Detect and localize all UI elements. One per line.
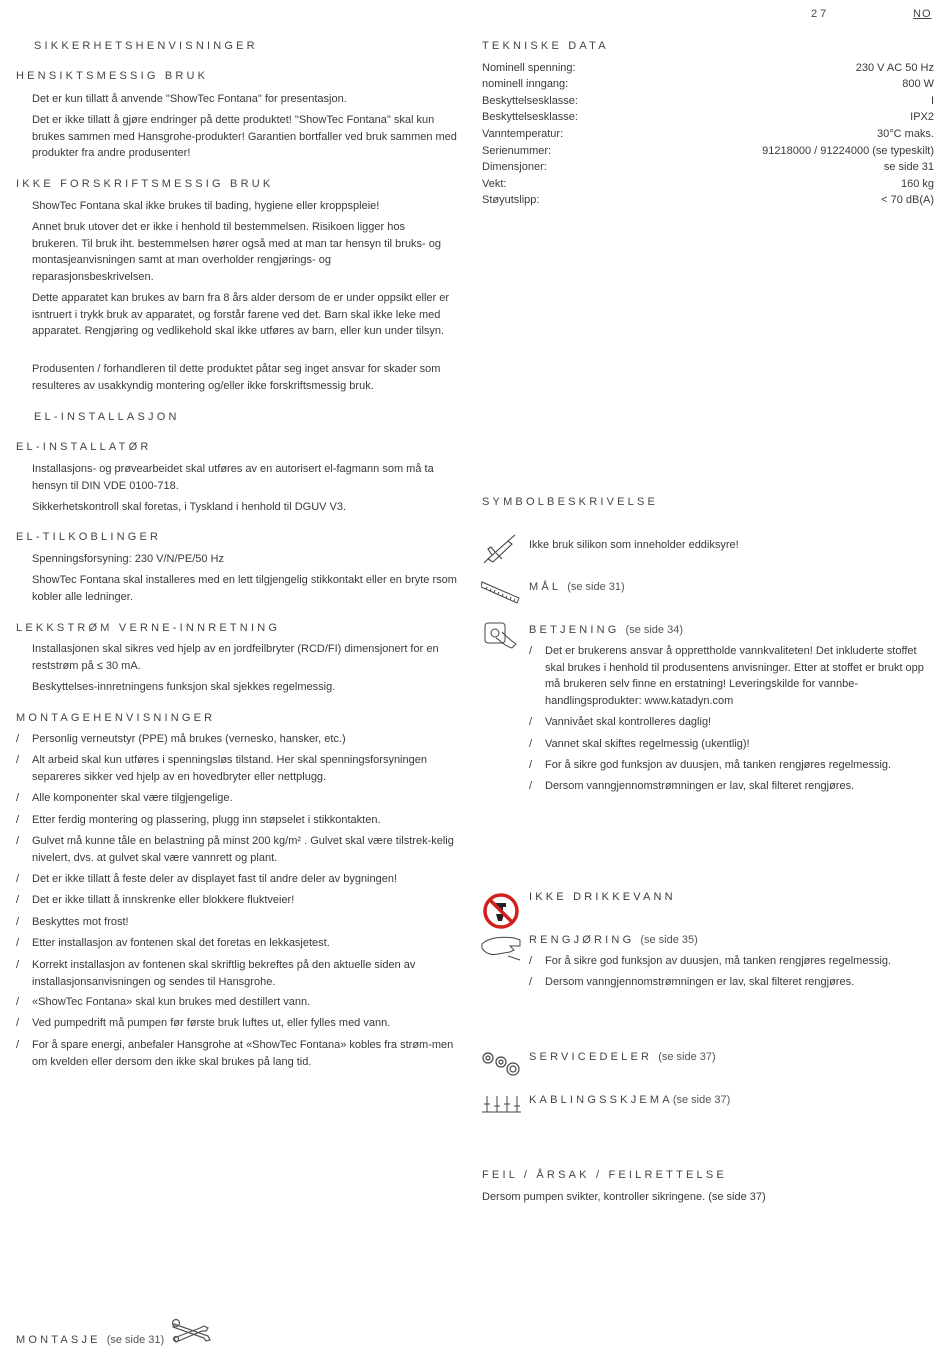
operation-item: / For å sikre god funksjon av duusjen, må tanken rengjøres regelmessig. <box>529 757 934 774</box>
tech-row: nominell inngang: 800 W <box>482 78 934 90</box>
wiring-diagram-label: KABLINGSSKJEMA(se side 37) <box>529 1094 731 1106</box>
bullet-slash: / <box>529 759 533 771</box>
improper-use-paragraph-3: Dette apparatet kan brukes av barn fra 8 års alder dersom de er under oppsikt eller er isntruert i trykk bruk av apparatet, og forstår farene ved det. Barn skal ikke leke med apparatet. Rengjøring og vedlikehold skal ikke utføres av barn, eller kun under tilsyn. <box>32 292 450 338</box>
language-tag: NO <box>913 8 932 20</box>
operation-item: / Dersom vanngjennomstrømningen er lav, skal filteret rengjøres. <box>529 778 934 795</box>
rcd-paragraph-2: Beskyttelses-innretningens funksjon skal sjekkes regelmessig. <box>32 681 336 693</box>
ruler-icon <box>481 578 521 614</box>
mounting-item: / Etter installasjon av fontenen skal det foretas en lekkasjetest. <box>16 935 468 952</box>
bullet-slash: / <box>16 733 20 745</box>
tech-row: Beskyttelsesklasse: I <box>482 95 934 107</box>
improper-use-paragraph-2: Annet bruk utover det er ikke i henhold til bestemmelsen. Risikoen ligger hos brukeren. Til bruk iht. bestemmelsen hører også med at man tar hensyn til bruks- og montasjeanvisningen samt at man overholder rengjørings- og reparasjonsbeskrivelsen. <box>32 221 442 283</box>
rcd-title: LEKKSTRØM VERNE-INNRETNING <box>16 622 281 634</box>
symbols-title: SYMBOLBESKRIVELSE <box>482 496 659 508</box>
bullet-slash: / <box>529 976 533 988</box>
operation-item: / Vannivået skal kontrolleres daglig! <box>529 714 934 731</box>
tech-row: Dimensjoner: se side 31 <box>482 161 934 173</box>
operation-label: BETJENING (se side 34) <box>529 624 684 636</box>
mounting-item: / Alt arbeid skal kun utføres i spenningsløs tilstand. Her skal spenningsforsyningen separeres sikker ved hjelp av en hovedbryter eller nettplugg. <box>16 754 427 783</box>
tech-row: Vanntemperatur: 30°C maks. <box>482 128 934 140</box>
improper-use-title: IKKE FORSKRIFTSMESSIG BRUK <box>16 178 274 190</box>
silicone-gun-icon <box>482 533 518 571</box>
mounting-title: MONTAGEHENVISNINGER <box>16 712 216 724</box>
wiring-diagram-icon <box>481 1092 523 1122</box>
mounting-item: / Det er ikke tillatt å innskrenke eller blokkere fluktveier! <box>16 892 468 909</box>
operation-item: / Vannet skal skiftes regelmessig (ukentlig)! <box>529 736 934 753</box>
improper-use-paragraph-1: ShowTec Fontana skal ikke brukes til bading, hygiene eller kroppspleie! <box>32 200 380 212</box>
operation-item: / Det er brukerens ansvar å opprettholde vannkvaliteten! Det inkluderte stoffet skal brukes i henhold til produsentens anvisninger. Etter at stoffet er brukt opp må brukeren selv finne en erstatning! Leveringskilde for vannbe-handlingsprodukter: www.katadyn.com <box>529 645 924 707</box>
tech-data-title: TEKNISKE DATA <box>482 40 609 52</box>
bullet-slash: / <box>16 814 20 826</box>
cleaning-item: / Dersom vanngjennomstrømningen er lav, skal filteret rengjøres. <box>529 974 934 991</box>
el-connections-title: EL-TILKOBLINGER <box>16 531 162 543</box>
mounting-item: / Ved pumpedrift må pumpen før første bruk luftes ut, eller fylles med vann. <box>16 1015 468 1032</box>
fault-text: Dersom pumpen svikter, kontroller sikringene. (se side 37) <box>482 1191 766 1203</box>
electrician-title: EL-INSTALLATØR <box>16 441 152 453</box>
wrench-icon <box>170 1318 214 1352</box>
intended-use-title: HENSIKTSMESSIG BRUK <box>16 70 209 82</box>
mounting-item: / Etter ferdig montering og plassering, plugg inn støpselet i stikkontakten. <box>16 812 468 829</box>
mounting-item: / Korrekt installasjon av fontenen skal skriftlig bekreftes på den aktuelle siden av installasjonsanvisningen og sendes til Hansgrohe. <box>16 959 416 988</box>
bullet-slash: / <box>16 959 20 971</box>
el-installation-title: EL-INSTALLASJON <box>34 411 180 423</box>
tech-row: Beskyttelsesklasse: IPX2 <box>482 111 934 123</box>
no-drinking-water-icon <box>482 892 520 936</box>
intended-use-paragraph-1: Det er kun tillatt å anvende "ShowTec Fontana" for presentasjon. <box>32 93 347 105</box>
cleaning-label: RENGJØRING (se side 35) <box>529 934 698 946</box>
tech-row: Støyutslipp: < 70 dB(A) <box>482 194 934 206</box>
cleaning-hand-icon <box>480 932 522 968</box>
electrician-paragraph-1: Installasjons- og prøvearbeidet skal utføres av en autorisert el-fagmann som må ta hensyn til DIN VDE 0100-718. <box>32 463 434 492</box>
improper-use-paragraph-4: Produsenten / forhandleren til dette produktet påtar seg inget ansvar for skader som resulteres av usakkyndig montering og/eller ikke forskriftsmessig bruk. <box>32 363 441 392</box>
mounting-item: / For å spare energi, anbefaler Hansgrohe at «ShowTec Fontana» kobles fra strøm-men om kvelden eller dersom den ikke skal brukes på lang tid. <box>16 1039 454 1068</box>
bullet-slash: / <box>529 738 533 750</box>
page-number: 27 <box>811 8 830 20</box>
intended-use-paragraph-2: Det er ikke tillatt å gjøre endringer på dette produktet! "ShowTec Fontana" skal kun brukes sammen med Hansgrohe-produkter! Garantien bortfaller ved bruk sammen med produkter fra andre produsenter! <box>32 114 457 160</box>
bullet-slash: / <box>529 645 533 657</box>
mounting-item: / Personlig verneutstyr (PPE) må brukes (vernesko, hansker, etc.) <box>16 731 468 748</box>
mounting-item: / Det er ikke tillatt å feste deler av displayet fast til andre deler av bygningen! <box>16 871 468 888</box>
montasje-label: MONTASJE (se side 31) <box>16 1334 165 1346</box>
mounting-item: / «ShowTec Fontana» skal kun brukes med destillert vann. <box>16 994 468 1011</box>
bullet-slash: / <box>529 780 533 792</box>
mounting-item: / Gulvet må kunne tåle en belastning på minst 200 kg/m² . Gulvet skal være tilstrek-kelig nivelert, dvs. at gulvet skal være vannrett og plant. <box>16 835 454 864</box>
bullet-slash: / <box>529 716 533 728</box>
safety-title: SIKKERHETSHENVISNINGER <box>34 40 258 52</box>
tech-row: Serienummer: 91218000 / 91224000 (se typeskilt) <box>482 145 934 157</box>
el-connections-paragraph-2: ShowTec Fontana skal installeres med en lett tilgjengelig stikkontakt eller en bryte rsom kobler alle ledninger. <box>32 574 457 603</box>
bullet-slash: / <box>16 937 20 949</box>
tech-row: Nominell spenning: 230 V AC 50 Hz <box>482 62 934 74</box>
silicone-warning-text: Ikke bruk silikon som inneholder eddiksyre! <box>529 539 739 551</box>
bullet-slash: / <box>529 955 533 967</box>
bullet-slash: / <box>16 996 20 1008</box>
electrician-paragraph-2: Sikkerhetskontroll skal foretas, i Tyskland i henhold til DGUV V3. <box>32 501 347 513</box>
bullet-slash: / <box>16 916 20 928</box>
bullet-slash: / <box>16 894 20 906</box>
bullet-slash: / <box>16 1039 20 1051</box>
rcd-paragraph-1: Installasjonen skal sikres ved hjelp av en jordfeilbryter (RCD/FI) dimensjonert for en reststrøm på ≤ 30 mA. <box>32 643 439 672</box>
operation-hand-icon <box>482 620 518 656</box>
fault-title: FEIL / ÅRSAK / FEILRETTELSE <box>482 1169 727 1181</box>
bullet-slash: / <box>16 792 20 804</box>
service-parts-icon <box>481 1050 521 1084</box>
mounting-item: / Alle komponenter skal være tilgjengelige. <box>16 790 468 807</box>
mounting-item: / Beskyttes mot frost! <box>16 914 468 931</box>
bullet-slash: / <box>16 835 20 847</box>
el-connections-paragraph-1: Spenningsforsyning: 230 V/N/PE/50 Hz <box>32 553 225 565</box>
service-parts-label: SERVICEDELER (se side 37) <box>529 1051 716 1063</box>
bullet-slash: / <box>16 873 20 885</box>
no-drinking-water-label: IKKE DRIKKEVANN <box>529 891 676 903</box>
cleaning-item: / For å sikre god funksjon av duusjen, må tanken rengjøres regelmessig. <box>529 953 934 970</box>
tech-row: Vekt: 160 kg <box>482 178 934 190</box>
bullet-slash: / <box>16 1017 20 1029</box>
bullet-slash: / <box>16 754 20 766</box>
dimensions-label: MÅL (se side 31) <box>529 581 625 593</box>
